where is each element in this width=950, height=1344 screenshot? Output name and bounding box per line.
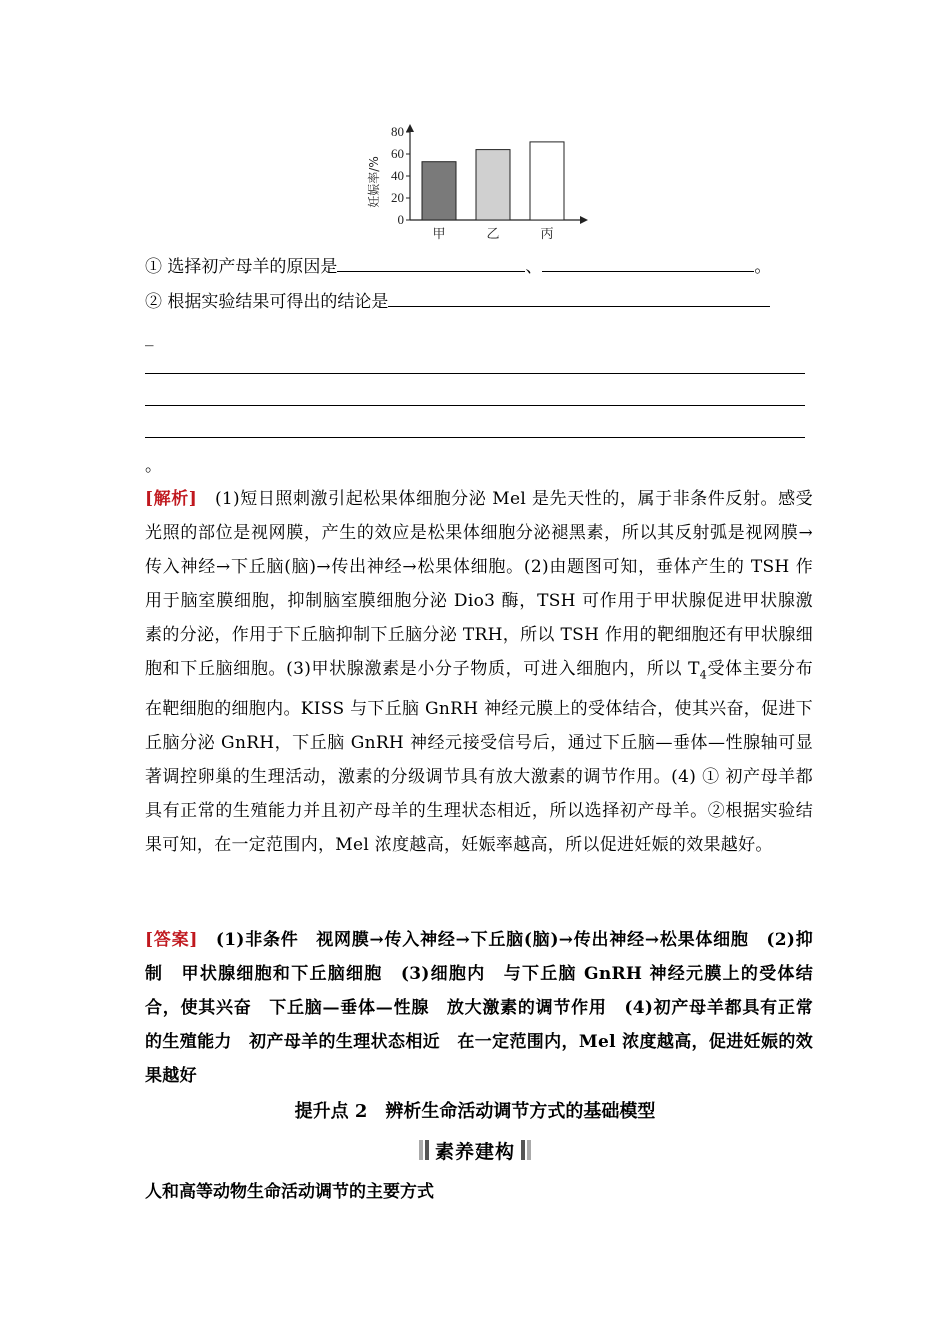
analysis-subscript: 4: [699, 668, 708, 682]
question-2-end: 。: [145, 456, 162, 476]
y-axis-label: 妊娠率/%: [367, 156, 381, 208]
question-1-line: [145, 255, 771, 278]
bar-2: [530, 142, 564, 220]
x-axis-arrow: [580, 216, 588, 224]
answer-blank-3[interactable]: [388, 290, 770, 307]
subsection-title: 人和高等动物生命活动调节的主要方式: [145, 1182, 434, 1202]
banner-text: 素养建构: [434, 1140, 515, 1163]
answer-text: (1)非条件 视网膜→传入神经→下丘脑(脑)→传出神经→松果体细胞 (2)抑制 甲状腺细胞和下丘脑细胞 (3)细胞内 与下丘脑 GnRH 神经元膜上的受体结合，使其兴奋 下丘脑—垂体—性腺 放大激素的调节作用 (4)初产母羊都具有正常的生殖能力 初产母羊的生理状态相近 在一定范围内，Mel 浓度越高，促进妊娠的效果越好: [145, 930, 813, 1086]
question-1-end: 。: [754, 257, 772, 277]
y-tick-label-4: 80: [391, 124, 404, 139]
bar-chart-svg: [360, 120, 600, 250]
category-label-1: 乙: [486, 227, 500, 242]
answer-line-1[interactable]: [145, 373, 805, 374]
y-axis-arrow: [406, 124, 414, 132]
pregnancy-rate-chart: [360, 120, 600, 250]
y-tick-label-2: 40: [391, 168, 404, 183]
analysis-paragraph: [145, 482, 813, 862]
literacy-banner: [410, 1136, 540, 1164]
question-2-line: [145, 290, 770, 313]
bar-0: [422, 162, 456, 220]
answer-line-2[interactable]: [145, 405, 805, 406]
analysis-text-2: 受体主要分布在靶细胞的细胞内。KISS 与下丘脑 GnRH 神经元膜上的受体结合，使其兴奋，促进下丘脑分泌 GnRH，下丘脑 GnRH 神经元接受信号后，通过下丘脑—垂体—性腺轴可显著调控卵巢的生理活动，激素的分级调节具有放大激素的调节作用。(4) ① 初产母羊都具有正常的生殖能力并且初产母羊的生理状态相近，所以选择初产母羊。②根据实验结果可知，在一定范围内，Mel 浓度越高，妊娠率越高，所以促进妊娠的效果越好。: [145, 659, 813, 856]
answer-paragraph: [145, 923, 813, 1093]
y-tick-label-0: 0: [397, 212, 404, 227]
question-1-sep: 、: [525, 257, 543, 277]
answer-blank-2[interactable]: [542, 255, 754, 272]
answer-tag: [答案]: [145, 930, 198, 950]
question-2-dash: _: [145, 327, 154, 347]
y-tick-label-1: 20: [391, 190, 404, 205]
y-tick-label-3: 60: [391, 146, 404, 161]
category-label-2: 丙: [540, 227, 554, 242]
answer-blank-1[interactable]: [337, 255, 525, 272]
question-2-prefix: ② 根据实验结果可得出的结论是: [145, 292, 389, 312]
question-1-prefix: ① 选择初产母羊的原因是: [145, 257, 338, 277]
analysis-text: (1)短日照刺激引起松果体细胞分泌 Mel 是先天性的，属于非条件反射。感受光照的部位是视网膜，产生的效应是松果体细胞分泌褪黑素，所以其反射弧是视网膜→传入神经→下丘脑(脑)→传出神经→松果体细胞。(2)由题图可知，垂体产生的 TSH 作用于脑室膜细胞，抑制脑室膜细胞分泌 Dio3 酶，TSH 可作用于甲状腺促进甲状腺激素的分泌，作用于下丘脑抑制下丘脑分泌 TRH，所以 TSH 作用的靶细胞还有甲状腺细胞和下丘脑细胞。(3)甲状腺激素是小分子物质，可进入细胞内，所以 T: [145, 489, 813, 679]
banner-left-bars: [419, 1140, 429, 1160]
banner-right-bars: [521, 1140, 531, 1160]
section-title: 提升点 2 辨析生命活动调节方式的基础模型: [294, 1101, 656, 1122]
analysis-tag: [解析]: [145, 489, 198, 509]
answer-line-3[interactable]: [145, 437, 805, 438]
category-label-0: 甲: [432, 227, 446, 242]
bar-1: [476, 150, 510, 220]
